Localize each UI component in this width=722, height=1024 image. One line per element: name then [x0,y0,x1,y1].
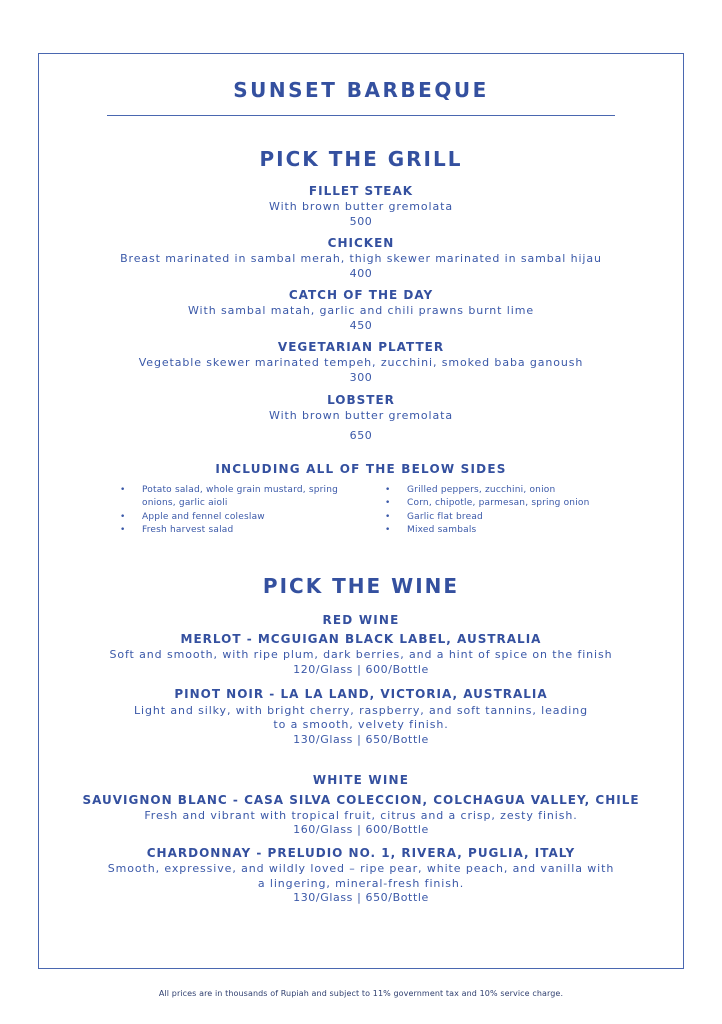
wine-description: Light and silky, with bright cherry, raspberry, and soft tannins, leading [134,704,588,717]
red-wine-heading: RED WINE [322,613,400,627]
title-divider [107,115,615,116]
wine-name: CHARDONNAY - PRELUDIO NO. 1, RIVERA, PUGLIA, ITALY [146,846,576,860]
wine-description-continued: a lingering, mineral-fresh finish. [257,877,465,890]
item-name: CHICKEN [327,236,395,250]
sides-list-left [120,484,338,537]
wine-description: Fresh and vibrant with tropical fruit, citrus and a crisp, zesty finish. [144,809,578,822]
wine-price: 120/Glass | 600/Bottle [293,663,429,676]
bullet-icon: • [120,511,126,522]
bullet-icon: • [120,524,126,535]
wine-heading: PICK THE WINE [262,574,460,598]
bullet-icon: • [385,511,391,522]
item-description: With brown butter gremolata [269,409,453,422]
menu-title: SUNSET BARBEQUE [233,78,489,102]
wine-name: SAUVIGNON BLANC - CASA SILVA COLECCION, COLCHAGUA VALLEY, CHILE [82,793,640,807]
list-item: • Apple and fennel coleslaw [120,511,338,524]
item-price: 650 [349,429,373,442]
wine-price: 130/Glass | 650/Bottle [293,891,429,904]
white-wine-heading: WHITE WINE [312,773,410,787]
item-price: 400 [349,267,373,280]
item-price: 500 [349,215,373,228]
list-item: • Garlic flat bread [385,511,590,524]
item-description: With brown butter gremolata [269,200,453,213]
item-name: FILLET STEAK [308,184,414,198]
footer-note: All prices are in thousands of Rupiah and subject to 11% government tax and 10% service charge. [158,989,564,998]
bullet-icon: • [385,524,391,535]
bullet-icon: • [120,485,126,495]
item-description: With sambal matah, garlic and chili prawns burnt lime [188,304,534,317]
list-item: • Corn, chipotle, parmesan, spring onion [385,497,590,510]
wine-name: MERLOT - MCGUIGAN BLACK LABEL, AUSTRALIA [180,632,542,646]
wine-price: 160/Glass | 600/Bottle [293,823,429,836]
item-name: CATCH OF THE DAY [288,288,434,302]
list-item-continued: onions, garlic aioli [142,498,228,509]
wine-price: 130/Glass | 650/Bottle [293,733,429,746]
item-description: Breast marinated in sambal merah, thigh skewer marinated in sambal hijau [120,252,602,265]
bullet-icon: • [385,498,391,509]
item-name: VEGETARIAN PLATTER [277,340,445,354]
item-price: 300 [349,371,373,384]
list-item: • Mixed sambals [385,524,590,537]
wine-description: Soft and smooth, with ripe plum, dark berries, and a hint of spice on the finish [109,648,613,661]
list-item: • Grilled peppers, zucchini, onion [385,484,590,497]
wine-name: PINOT NOIR - LA LA LAND, VICTORIA, AUSTRALIA [174,687,548,701]
sides-heading: INCLUDING ALL OF THE BELOW SIDES [215,462,507,476]
wine-description-continued: to a smooth, velvety finish. [273,718,449,731]
item-price: 450 [349,319,373,332]
item-description: Vegetable skewer marinated tempeh, zucchini, smoked baba ganoush [138,356,584,369]
grill-heading: PICK THE GRILL [259,147,463,171]
list-item: • Fresh harvest salad [120,524,338,537]
sides-list-right [385,484,590,537]
bullet-icon: • [385,485,391,495]
wine-description: Smooth, expressive, and wildly loved – ripe pear, white peach, and vanilla with [107,862,615,875]
item-name: LOBSTER [327,393,395,407]
list-item: • Potato salad, whole grain mustard, spring [120,484,338,497]
